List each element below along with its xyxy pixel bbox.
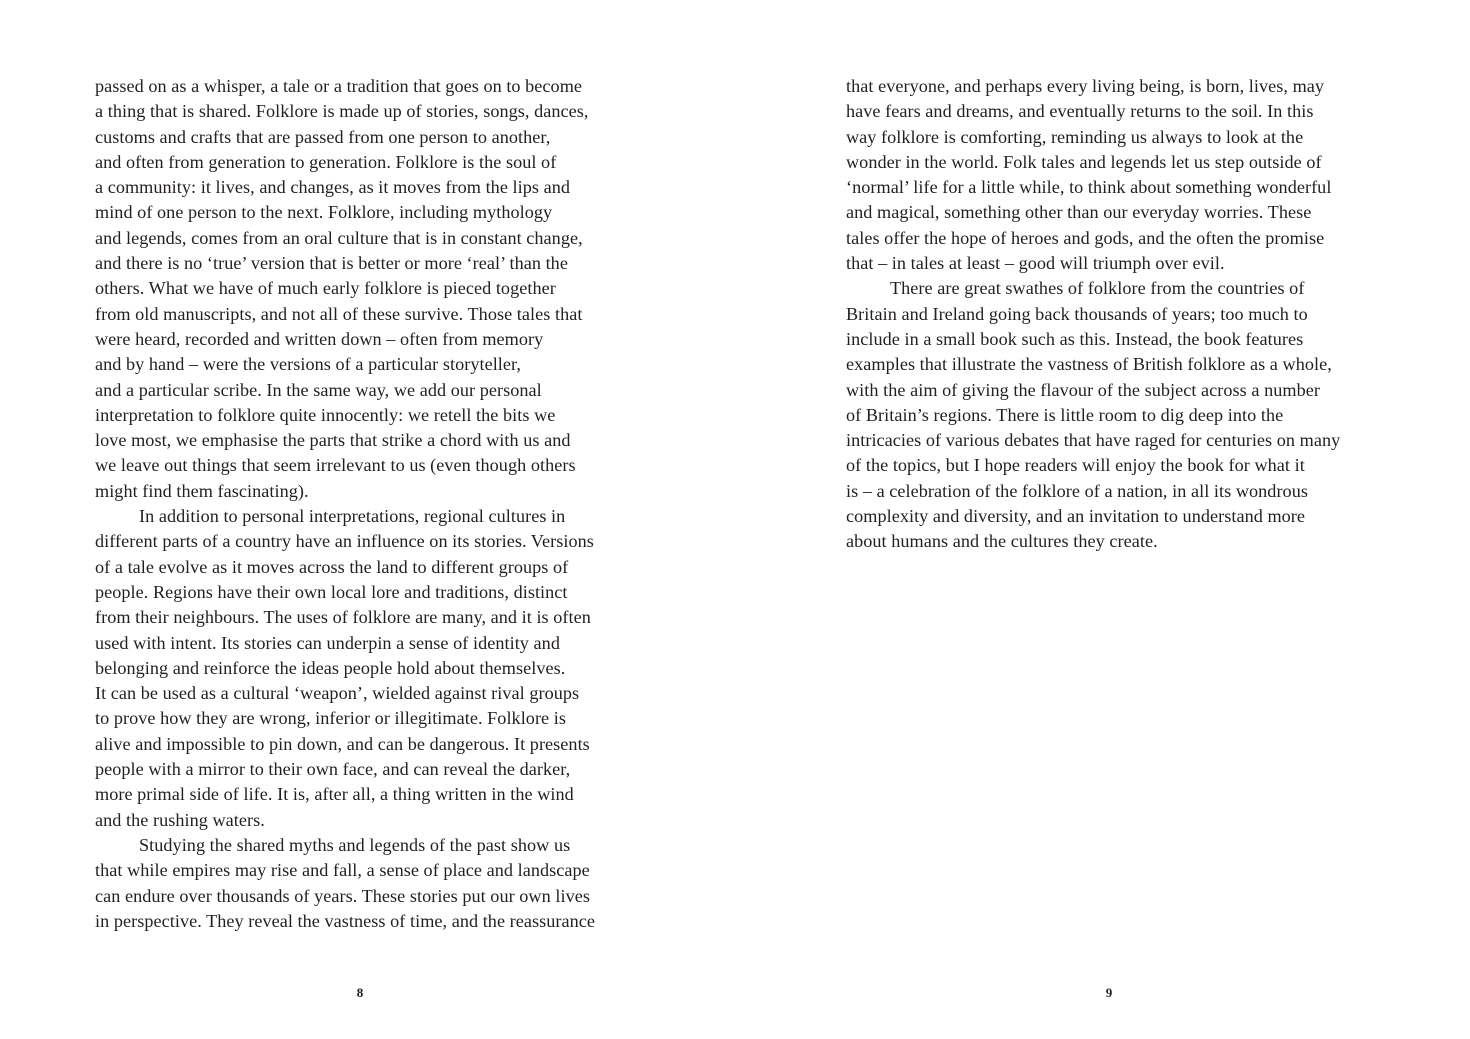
text-line: passed on as a whisper, a tale or a tradition that goes on to become xyxy=(95,76,583,96)
paragraph-first-line: In addition to personal interpretations, regional cultures in xyxy=(139,506,566,527)
text-line: a thing that is shared. Folklore is made up of stories, songs, dances, xyxy=(95,101,589,122)
text-line: more primal side of life. It is, after all, a thing written in the wind xyxy=(95,784,574,805)
text-line: ‘normal’ life for a little while, to think about something wonderful xyxy=(846,177,1332,198)
text-line: to prove how they are wrong, inferior or illegitimate. Folklore is xyxy=(95,708,567,729)
text-line: people. Regions have their own local lore and traditions, distinct xyxy=(95,581,568,602)
text-line: examples that illustrate the vastness of British folklore as a whole, xyxy=(846,354,1332,375)
text-line: and the rushing waters. xyxy=(95,809,265,830)
text-line: mind of one person to the next. Folklore, including mythology xyxy=(95,202,553,223)
text-line: that – in tales at least – good will triumph over evil. xyxy=(846,253,1225,274)
text-line: different parts of a country have an influence on its stories. Versions xyxy=(95,531,594,552)
paragraph-first-line: There are great swathes of folklore from the countries of xyxy=(890,278,1305,299)
text-line: intricacies of various debates that have raged for centuries on many xyxy=(846,430,1341,451)
text-line: can endure over thousands of years. These stories put our own lives xyxy=(95,885,590,906)
right-page-number: 9 xyxy=(1105,985,1113,1000)
text-line: that everyone, and perhaps every living being, is born, lives, may xyxy=(846,76,1325,96)
text-line: of the topics, but I hope readers will enjoy the book for what it xyxy=(846,455,1305,476)
text-line: of Britain’s regions. There is little room to dig deep into the xyxy=(846,404,1284,425)
text-line: and there is no ‘true’ version that is better or more ‘real’ than the xyxy=(95,253,568,274)
text-line: others. What we have of much early folklore is pieced together xyxy=(95,278,556,299)
text-line: about humans and the cultures they create. xyxy=(846,531,1158,552)
text-line: and often from generation to generation. Folklore is the soul of xyxy=(95,151,557,172)
right-page-body-text xyxy=(846,74,1406,555)
text-line: in perspective. They reveal the vastness of time, and the reassurance xyxy=(95,910,596,931)
text-line: a community: it lives, and changes, as it moves from the lips and xyxy=(95,177,571,198)
text-line: used with intent. Its stories can underpin a sense of identity and xyxy=(95,632,560,653)
right-page xyxy=(735,0,1470,1039)
text-line: might find them fascinating). xyxy=(95,480,309,501)
text-line: and magical, something other than our everyday worries. These xyxy=(846,202,1312,223)
text-line: with the aim of giving the flavour of the subject across a number xyxy=(846,379,1320,400)
text-line: and by hand – were the versions of a particular storyteller, xyxy=(95,354,521,375)
text-line: have fears and dreams, and eventually returns to the soil. In this xyxy=(846,101,1314,122)
text-line: tales offer the hope of heroes and gods, and the often the promise xyxy=(846,227,1325,248)
text-line: of a tale evolve as it moves across the land to different groups of xyxy=(95,556,569,577)
text-line: is – a celebration of the folklore of a nation, in all its wondrous xyxy=(846,480,1308,501)
left-page-number: 8 xyxy=(356,985,364,1000)
text-line: alive and impossible to pin down, and can be dangerous. It presents xyxy=(95,733,590,754)
paragraph-first-line: Studying the shared myths and legends of the past show us xyxy=(139,834,571,855)
text-line: and a particular scribe. In the same way, we add our personal xyxy=(95,379,542,400)
text-line: were heard, recorded and written down – often from memory xyxy=(95,328,544,349)
text-line: from their neighbours. The uses of folklore are many, and it is often xyxy=(95,607,591,628)
text-line: include in a small book such as this. Instead, the book features xyxy=(846,328,1304,349)
text-line: we leave out things that seem irrelevant to us (even though others xyxy=(95,455,576,476)
text-line: belonging and reinforce the ideas people hold about themselves. xyxy=(95,657,566,678)
text-line: Britain and Ireland going back thousands of years; too much to xyxy=(846,303,1308,324)
text-line: complexity and diversity, and an invitation to understand more xyxy=(846,506,1306,527)
text-line: interpretation to folklore quite innocently: we retell the bits we xyxy=(95,404,556,425)
text-line: that while empires may rise and fall, a sense of place and landscape xyxy=(95,860,590,881)
text-line: customs and crafts that are passed from one person to another, xyxy=(95,126,551,147)
text-line: love most, we emphasise the parts that strike a chord with us and xyxy=(95,430,571,451)
text-line: wonder in the world. Folk tales and legends let us step outside of xyxy=(846,151,1322,172)
text-line: and legends, comes from an oral culture that is in constant change, xyxy=(95,227,583,248)
left-page-body-text xyxy=(95,74,655,934)
text-line: It can be used as a cultural ‘weapon’, wielded against rival groups xyxy=(95,683,580,704)
text-line: people with a mirror to their own face, and can reveal the darker, xyxy=(95,759,571,780)
text-line: from old manuscripts, and not all of these survive. Those tales that xyxy=(95,303,583,324)
text-line: way folklore is comforting, reminding us always to look at the xyxy=(846,126,1304,147)
